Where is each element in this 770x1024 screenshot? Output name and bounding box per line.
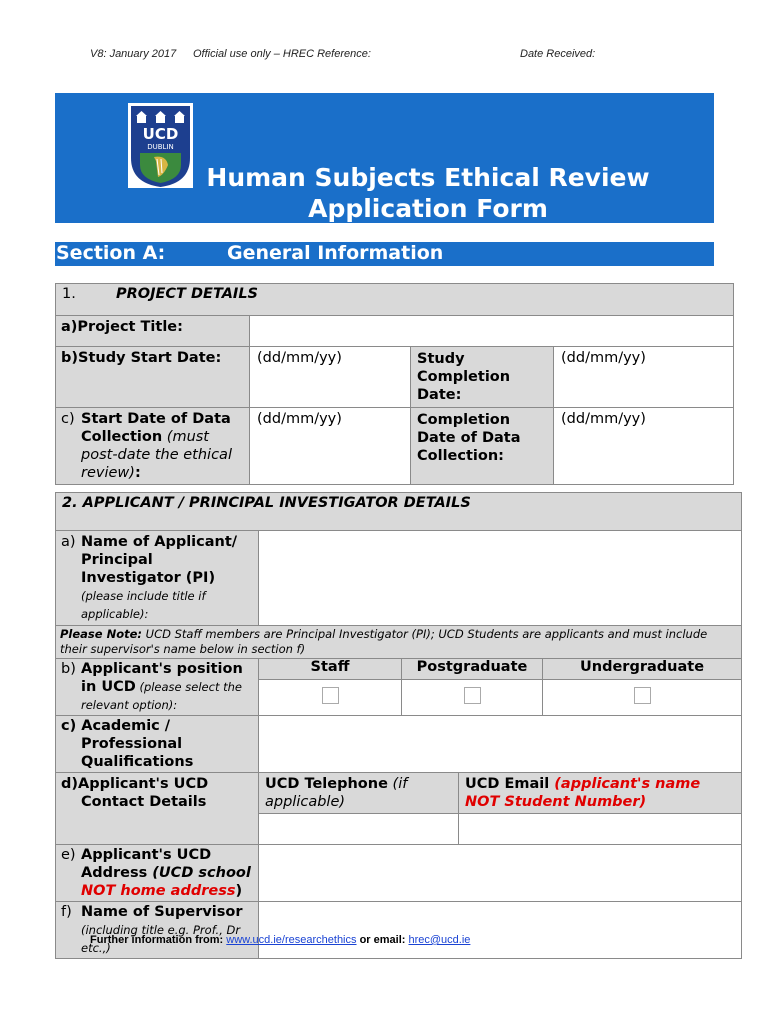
telephone-label-cell (259, 773, 459, 814)
project-details-header (56, 284, 734, 316)
section-a-bar (55, 242, 714, 266)
supervisor-note: (including title e.g. Prof., Dr etc.,) (81, 923, 241, 955)
applicant-name-label: Name of Applicant/ Principal Investigator (PI) (81, 534, 238, 586)
version-text: V8: January 2017 (90, 48, 177, 60)
please-note-cell (56, 626, 742, 659)
footer-info (90, 934, 470, 946)
logo-text-ucd: UCD (142, 125, 179, 143)
study-start-date-label: b)Study Start Date: (56, 347, 250, 408)
supervisor-cell (56, 902, 259, 959)
applicant-name-note: (please include title if applicable): (81, 589, 206, 621)
date-received-text: Date Received: (520, 48, 596, 60)
ucd-address-label: Applicant's UCD Address (81, 847, 212, 881)
applicant-position-note: (please select the relevant option): (81, 680, 242, 712)
option-staff-header: Staff (259, 659, 402, 680)
applicant-position-cell (56, 659, 259, 716)
section-a-title: General Information (227, 242, 444, 264)
footer-mid-text: or email: (356, 934, 409, 946)
undergraduate-checkbox[interactable] (634, 687, 651, 704)
postgraduate-checkbox[interactable] (464, 687, 481, 704)
applicant-details-table (55, 492, 742, 959)
qualifications-label: c) Academic / Professional Qualifications (56, 716, 259, 773)
option-undergraduate-header: Undergraduate (543, 659, 742, 680)
item-c-key: c) (61, 411, 75, 427)
applicant-name-cell (56, 531, 259, 626)
data-collection-start-label: Start Date of Data Collection (81, 411, 231, 445)
project-details-table (55, 283, 734, 485)
supervisor-field[interactable] (259, 902, 742, 959)
study-completion-date-field[interactable]: (dd/mm/yy) (554, 347, 734, 408)
applicant-details-header: 2. APPLICANT / PRINCIPAL INVESTIGATOR DETAILS (56, 493, 742, 531)
applicant-name-field[interactable] (259, 531, 742, 626)
data-collection-start-field[interactable]: (dd/mm/yy) (250, 408, 411, 485)
staff-checkbox[interactable] (322, 687, 339, 704)
email-note: (applicant's name NOT Student Number) (465, 776, 701, 810)
logo-text-dublin: DUBLIN (147, 143, 174, 151)
project-details-heading: PROJECT DETAILS (116, 286, 259, 302)
ucd-address-cell (56, 845, 259, 902)
colon-text: : (134, 465, 141, 481)
official-use-text: Official use only – HREC Reference: (193, 48, 371, 60)
supervisor-label: Name of Supervisor (81, 904, 243, 920)
data-collection-start-cell (56, 408, 250, 485)
email-field[interactable] (459, 814, 742, 845)
research-ethics-link[interactable]: www.ucd.ie/researchethics (226, 934, 357, 946)
data-collection-start-note: (must post-date the ethical review) (81, 429, 232, 481)
option-postgraduate-header: Postgraduate (402, 659, 543, 680)
email-label-cell (459, 773, 742, 814)
email-label: UCD Email (465, 776, 550, 792)
item-a-key: a) (61, 534, 76, 550)
project-title-label: a)Project Title: (56, 316, 250, 347)
footer-text: Further information from: (90, 934, 227, 946)
contact-details-label: d)Applicant's UCD Contact Details (56, 773, 259, 845)
project-title-field[interactable] (250, 316, 734, 347)
ucd-address-field[interactable] (259, 845, 742, 902)
section-a-label: Section A: (56, 242, 166, 264)
project-number: 1. (62, 286, 76, 302)
form-title-line1: Human Subjects Ethical Review (206, 163, 650, 192)
study-start-date-field[interactable]: (dd/mm/yy) (250, 347, 411, 408)
staff-option-cell (259, 680, 402, 716)
item-f-key: f) (61, 904, 72, 920)
item-b-key: b) (61, 661, 76, 677)
form-title-line2: Application Form (308, 194, 548, 223)
data-collection-completion-field[interactable]: (dd/mm/yy) (554, 408, 734, 485)
item-e-key: e) (61, 847, 76, 863)
please-note-label: Please Note: (60, 627, 142, 641)
not-home-address-note: NOT home address (81, 883, 236, 899)
undergraduate-option-cell (543, 680, 742, 716)
study-completion-date-label: Study Completion Date: (411, 347, 554, 408)
telephone-note: (if applicable) (265, 776, 408, 810)
telephone-field[interactable] (259, 814, 459, 845)
applicant-position-label: Applicant's position in UCD (81, 661, 243, 695)
postgraduate-option-cell (402, 680, 543, 716)
hrec-email-link[interactable]: hrec@ucd.ie (408, 934, 471, 946)
ucd-address-note: (UCD school (147, 865, 251, 881)
please-note-text: UCD Staff members are Principal Investigator (PI); UCD Students are applicants and must include their supervisor's name below in section f) (60, 627, 708, 656)
qualifications-field[interactable] (259, 716, 742, 773)
closing-paren: ) (235, 883, 243, 899)
telephone-label: UCD Telephone (265, 776, 388, 792)
data-collection-completion-label: Completion Date of Data Collection: (411, 408, 554, 485)
